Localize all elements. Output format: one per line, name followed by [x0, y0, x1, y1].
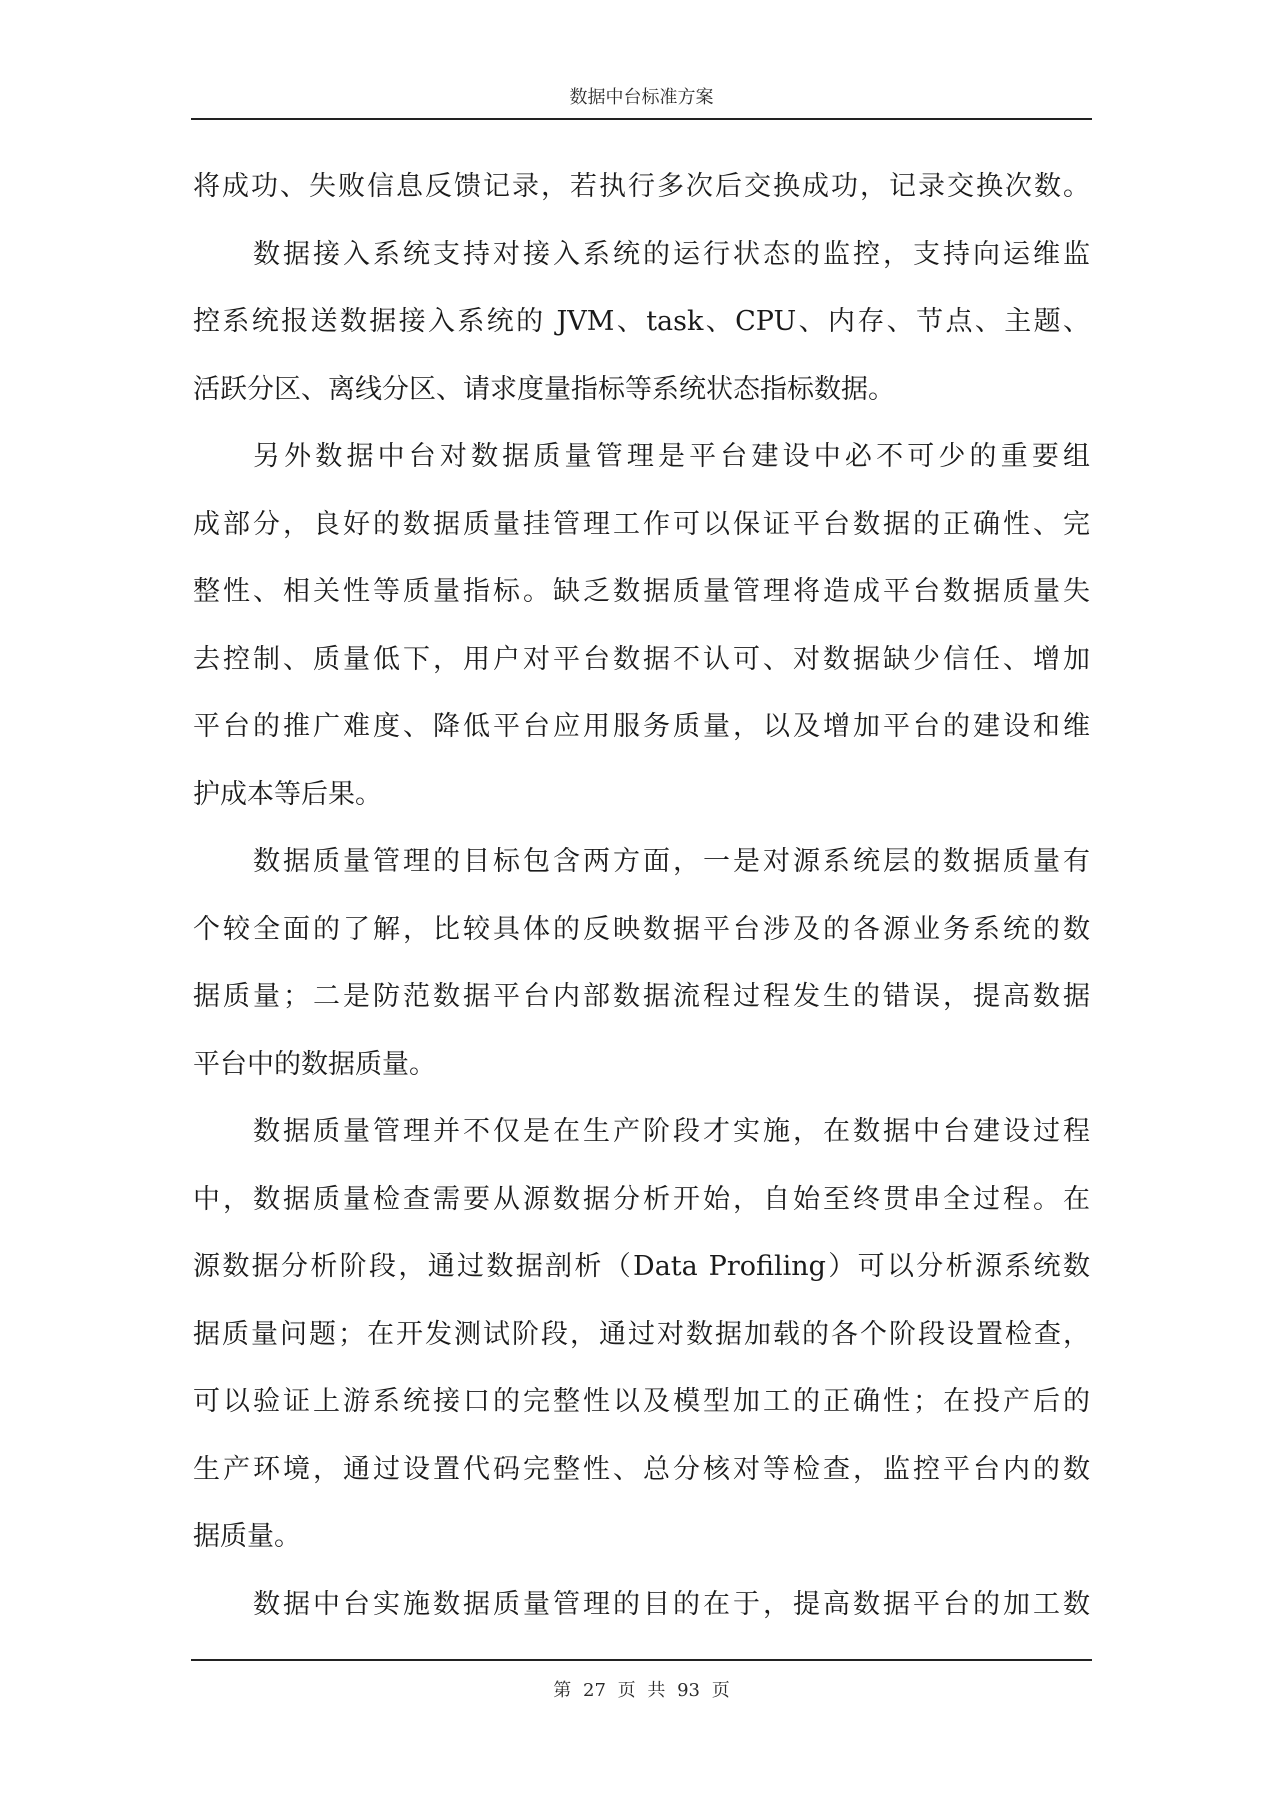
text-line: 数据质量管理并不仅是在生产阶段才实施，在数据中台建设过程	[253, 1116, 1090, 1147]
text-line: 平台的推广难度、降低平台应用服务质量，以及增加平台的建设和维	[193, 711, 1090, 742]
text-line: 据质量问题；在开发测试阶段，通过对数据加载的各个阶段设置检查，	[193, 1318, 1090, 1350]
text-line: 将成功、失败信息反馈记录，若执行多次后交换成功，记录交换次数。	[193, 171, 1090, 202]
page-number: 第 27 页 共 93 页	[553, 1680, 730, 1701]
text-line: 中，数据质量检查需要从源数据分析开始，自始至终贯串全过程。在	[193, 1183, 1090, 1215]
paragraph	[193, 153, 1090, 221]
text-line: 成部分，良好的数据质量挂管理工作可以保证平台数据的正确性、完	[193, 508, 1090, 540]
text-line: 据质量；二是防范数据平台内部数据流程过程发生的错误，提高数据	[193, 981, 1090, 1012]
header-divider	[191, 118, 1092, 120]
text-line: 护成本等后果。	[193, 778, 382, 810]
text-line: 数据质量管理的目标包含两方面，一是对源系统层的数据质量有	[253, 846, 1090, 877]
paragraph	[193, 221, 1090, 424]
paragraph	[193, 1098, 1090, 1571]
text-line: 数据接入系统支持对接入系统的运行状态的监控，支持向运维监	[253, 238, 1090, 270]
text-line: 另外数据中台对数据质量管理是平台建设中必不可少的重要组	[253, 441, 1090, 472]
text-line: 控系统报送数据接入系统的 JVM、task、CPU、内存、节点、主题、	[193, 306, 1090, 337]
text-line: 活跃分区、离线分区、请求度量指标等系统状态指标数据。	[193, 373, 895, 405]
text-line: 整性、相关性等质量指标。缺乏数据质量管理将造成平台数据质量失	[193, 576, 1090, 607]
paragraph	[193, 1571, 1090, 1639]
paragraph	[193, 423, 1090, 828]
paragraph	[193, 828, 1090, 1098]
text-line: 源数据分析阶段，通过数据剖析（Data Profiling）可以分析源系统数	[193, 1251, 1090, 1282]
text-line: 据质量。	[193, 1521, 301, 1552]
page-header-title: 数据中台标准方案	[569, 87, 714, 108]
text-line: 平台中的数据质量。	[193, 1048, 436, 1080]
document-body	[193, 153, 1090, 1638]
text-line: 生产环境，通过设置代码完整性、总分核对等检查，监控平台内的数	[193, 1453, 1090, 1485]
text-line: 个较全面的了解，比较具体的反映数据平台涉及的各源业务系统的数	[193, 913, 1090, 945]
text-line: 数据中台实施数据质量管理的目的在于，提高数据平台的加工数	[253, 1588, 1090, 1620]
text-line: 可以验证上游系统接口的完整性以及模型加工的正确性；在投产后的	[193, 1386, 1090, 1417]
footer-divider	[191, 1659, 1092, 1661]
text-line: 去控制、质量低下，用户对平台数据不认可、对数据缺少信任、增加	[193, 643, 1090, 675]
